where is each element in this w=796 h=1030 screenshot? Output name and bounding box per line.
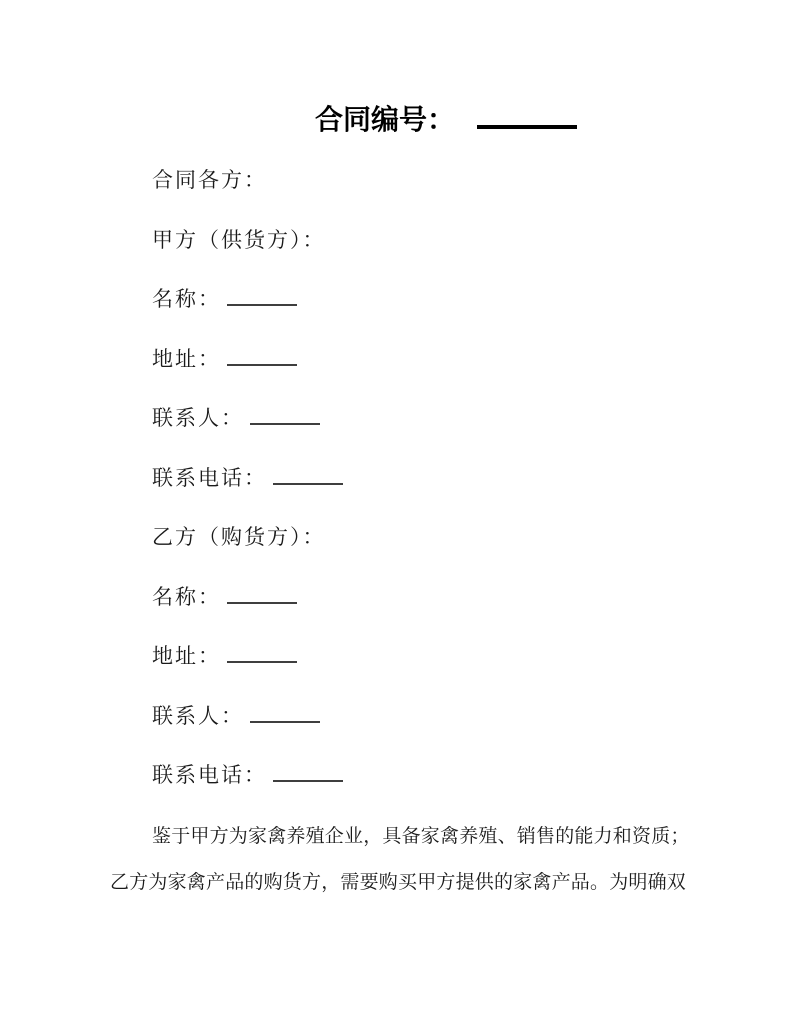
field-row-party-a-contact: [152, 389, 796, 449]
recital-paragraph: [0, 814, 796, 906]
field-label: 联系电话：: [152, 466, 267, 490]
recital-line-1: 鉴于甲方为家禽养殖企业，具备家禽养殖、销售的能力和资质；: [152, 825, 690, 847]
field-label: 名称：: [152, 585, 221, 609]
blank-line: [250, 421, 320, 425]
blank-line: [227, 659, 297, 663]
contract-number-blank-line: [477, 121, 577, 129]
field-row-party-b-address: [152, 627, 796, 687]
field-row-party-b-contact: [152, 687, 796, 747]
field-label: 乙方（购货方）：: [152, 526, 326, 549]
blank-line: [273, 481, 343, 485]
blank-line: [250, 719, 320, 723]
field-label: 地址：: [152, 645, 221, 668]
blank-line: [273, 778, 343, 782]
field-row-party-b-heading: [152, 508, 796, 568]
contract-title: [0, 0, 796, 140]
field-label: 合同各方：: [152, 169, 267, 192]
blank-line: [227, 600, 297, 604]
blank-line: [227, 362, 297, 366]
field-row-party-a-name: [152, 270, 796, 330]
field-row-party-b-phone: [152, 746, 796, 806]
field-row-party-a-address: [152, 330, 796, 390]
field-label: 甲方（供货方）：: [152, 228, 326, 252]
contract-parties-fields: [0, 151, 796, 806]
field-row-party-a-heading: [152, 211, 796, 271]
field-row-party-a-phone: [152, 449, 796, 509]
contract-number-label: 合同编号：: [314, 104, 455, 135]
blank-line: [227, 302, 297, 306]
recital-line-2: 乙方为家禽产品的购货方，需要购买甲方提供的家禽产品。为明确双: [110, 871, 687, 893]
field-row-parties-heading: [152, 151, 796, 211]
field-label: 地址：: [152, 347, 221, 371]
field-label: 联系人：: [152, 407, 244, 430]
field-label: 联系人：: [152, 704, 244, 728]
field-label: 联系电话：: [152, 764, 267, 787]
contract-title-inner: [315, 100, 577, 140]
field-row-party-b-name: [152, 568, 796, 628]
field-label: 名称：: [152, 288, 221, 311]
